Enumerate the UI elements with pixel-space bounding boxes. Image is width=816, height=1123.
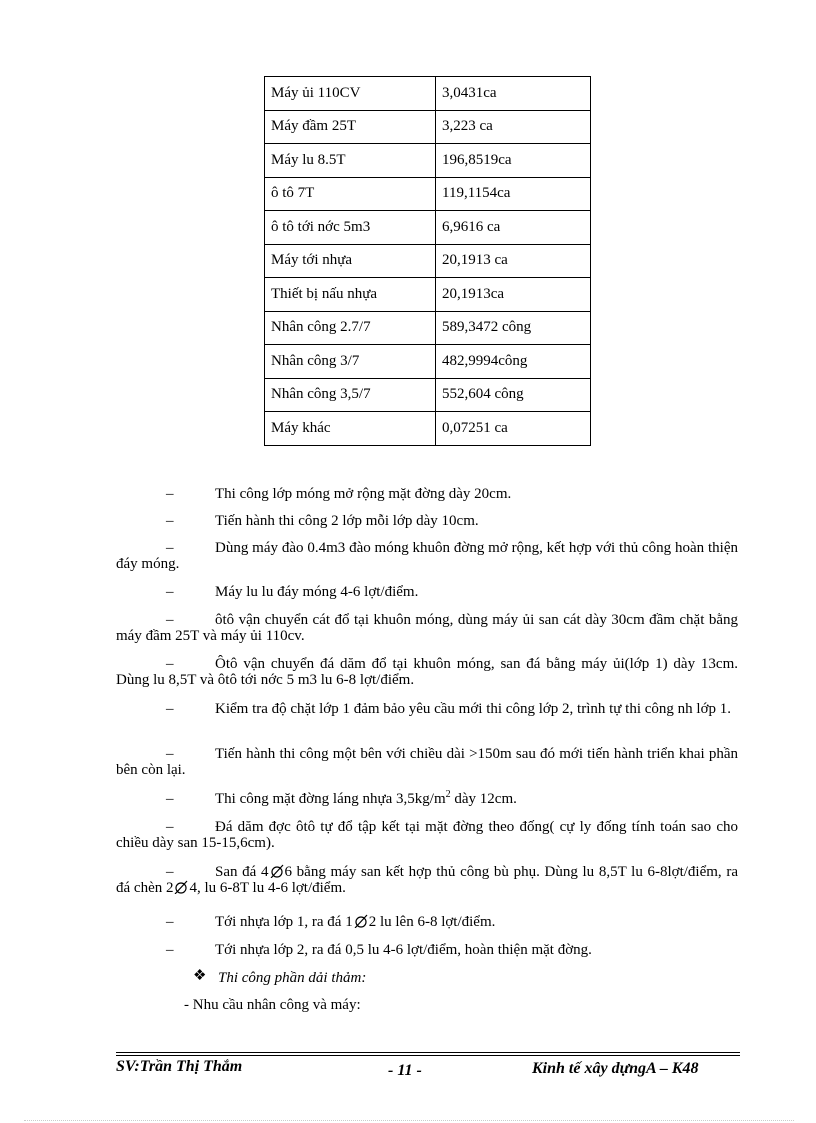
- resource-table: [264, 76, 591, 446]
- table-cell-item: Thiết bị nấu nhựa: [265, 278, 436, 312]
- item-7: – Kiểm tra độ chặt lớp 1 đảm bảo yêu cầu mới thi công lớp 2, trình tự thi công nh lớp 1.: [166, 701, 732, 717]
- list-dash: –: [166, 656, 174, 672]
- section-heading: Thi công phần dải thảm:: [218, 970, 367, 986]
- table-cell-item: Nhân công 3/7: [265, 345, 436, 379]
- table-row: [265, 345, 591, 379]
- page-edge: [24, 1120, 794, 1121]
- item-4: Máy lu lu đáy móng 4-6 lợt/điểm.: [215, 584, 419, 600]
- table-row: [265, 311, 591, 345]
- diameter-symbol-icon: [173, 880, 189, 894]
- sub-heading: - Nhu cầu nhân công và máy:: [184, 997, 361, 1013]
- diameter-symbol-icon: [353, 914, 369, 928]
- item-3: – Dùng máy đào 0.4m3 đào móng khuôn đờng mở rộng, kết hợp với thủ công hoàn thiện đáy móng.: [116, 540, 738, 572]
- table-cell-quantity: 20,1913ca: [436, 278, 591, 312]
- table-row: [265, 177, 591, 211]
- table-cell-item: Máy khác: [265, 412, 436, 446]
- table-cell-quantity: 589,3472 công: [436, 311, 591, 345]
- footer-rule: [116, 1052, 740, 1053]
- list-dash: –: [166, 819, 174, 835]
- list-dash: –: [166, 540, 174, 556]
- list-dash: –: [166, 942, 174, 958]
- list-dash: –: [166, 513, 174, 529]
- table-cell-item: Nhân công 2.7/7: [265, 311, 436, 345]
- quantity-table: [264, 76, 591, 446]
- table-row: [265, 211, 591, 245]
- item-6: – Ôtô vận chuyển đá dăm đổ tại khuôn móng, san đá bằng máy ủi(lớp 1) dày 13cm. Dùng lu 8,5T và ôtô tới nớc 5 m3 lu 6-8 lợt/điểm.: [116, 656, 738, 688]
- item-11: – San đá 4 6 bằng máy san kết hợp thủ công bù phụ. Dùng lu 8,5T lu 6-8lợt/điểm, ra đá chèn 2 4, lu 6-8T lu 4-6 lợt/điểm.: [116, 864, 738, 896]
- table-cell-item: Nhân công 3,5/7: [265, 378, 436, 412]
- diameter-symbol-icon: [269, 864, 285, 878]
- table-cell-quantity: 3,223 ca: [436, 110, 591, 144]
- table-row: [265, 144, 591, 178]
- list-dash: –: [166, 914, 174, 930]
- table-cell-quantity: 3,0431ca: [436, 77, 591, 111]
- list-dash: –: [166, 584, 174, 600]
- list-dash: –: [166, 746, 174, 762]
- item-13: Tới nhựa lớp 2, ra đá 0,5 lu 4-6 lợt/điểm, hoàn thiện mặt đờng.: [215, 942, 592, 958]
- item-8: – Tiến hành thi công một bên với chiều dài >150m sau đó mới tiến hành triển khai phần bên còn lại.: [116, 746, 738, 778]
- table-cell-item: ô tô 7T: [265, 177, 436, 211]
- table-row: [265, 278, 591, 312]
- footer-page-number: - 11 -: [388, 1062, 422, 1079]
- item-9: Thi công mặt đờng láng nhựa $3,5kg/m^2$ dày 12cm.: [215, 789, 517, 807]
- item-1: Thi công lớp móng mở rộng mặt đờng dày 20cm.: [215, 486, 512, 502]
- list-dash: –: [166, 612, 174, 628]
- table-cell-quantity: 20,1913 ca: [436, 244, 591, 278]
- item-10: – Đá dăm đợc ôtô tự đổ tập kết tại mặt đờng theo đống( cự ly đống tính toán sao cho chiều dày san 15-15,6cm).: [116, 819, 738, 851]
- item-5: – ôtô vận chuyển cát đổ tại khuôn móng, dùng máy ủi san cát dày 30cm đầm chặt bằng máy đầm 25T và máy ủi 110cv.: [116, 612, 738, 644]
- table-cell-item: Máy đầm 25T: [265, 110, 436, 144]
- table-cell-quantity: 482,9994công: [436, 345, 591, 379]
- item-2: Tiến hành thi công 2 lớp mỗi lớp dày 10cm.: [215, 513, 479, 529]
- table-cell-item: Máy ủi 110CV: [265, 77, 436, 111]
- item-12: Tới nhựa lớp 1, ra đá 1 2 lu lên 6-8 lợt/điểm.: [215, 914, 496, 930]
- footer-student: SV:Trần Thị Thắm: [116, 1058, 243, 1075]
- table-cell-item: ô tô tới nớc 5m3: [265, 211, 436, 245]
- list-dash: –: [166, 701, 174, 717]
- section-bullet-icon: ❖: [193, 968, 207, 984]
- list-dash: –: [166, 486, 174, 502]
- table-cell-quantity: 6,9616 ca: [436, 211, 591, 245]
- table-row: [265, 110, 591, 144]
- table-row: [265, 378, 591, 412]
- table-cell-item: Máy lu 8.5T: [265, 144, 436, 178]
- table-cell-quantity: 196,8519ca: [436, 144, 591, 178]
- list-dash: –: [166, 864, 174, 880]
- table-cell-item: Máy tới nhựa: [265, 244, 436, 278]
- footer-rule: [116, 1055, 740, 1056]
- table-cell-quantity: 0,07251 ca: [436, 412, 591, 446]
- table-row: [265, 244, 591, 278]
- table-cell-quantity: 119,1154ca: [436, 177, 591, 211]
- table-row: [265, 412, 591, 446]
- table-cell-quantity: 552,604 công: [436, 378, 591, 412]
- table-row: [265, 77, 591, 111]
- footer-class: Kinh tế xây dựngA – K48: [532, 1060, 699, 1077]
- list-dash: –: [166, 791, 174, 807]
